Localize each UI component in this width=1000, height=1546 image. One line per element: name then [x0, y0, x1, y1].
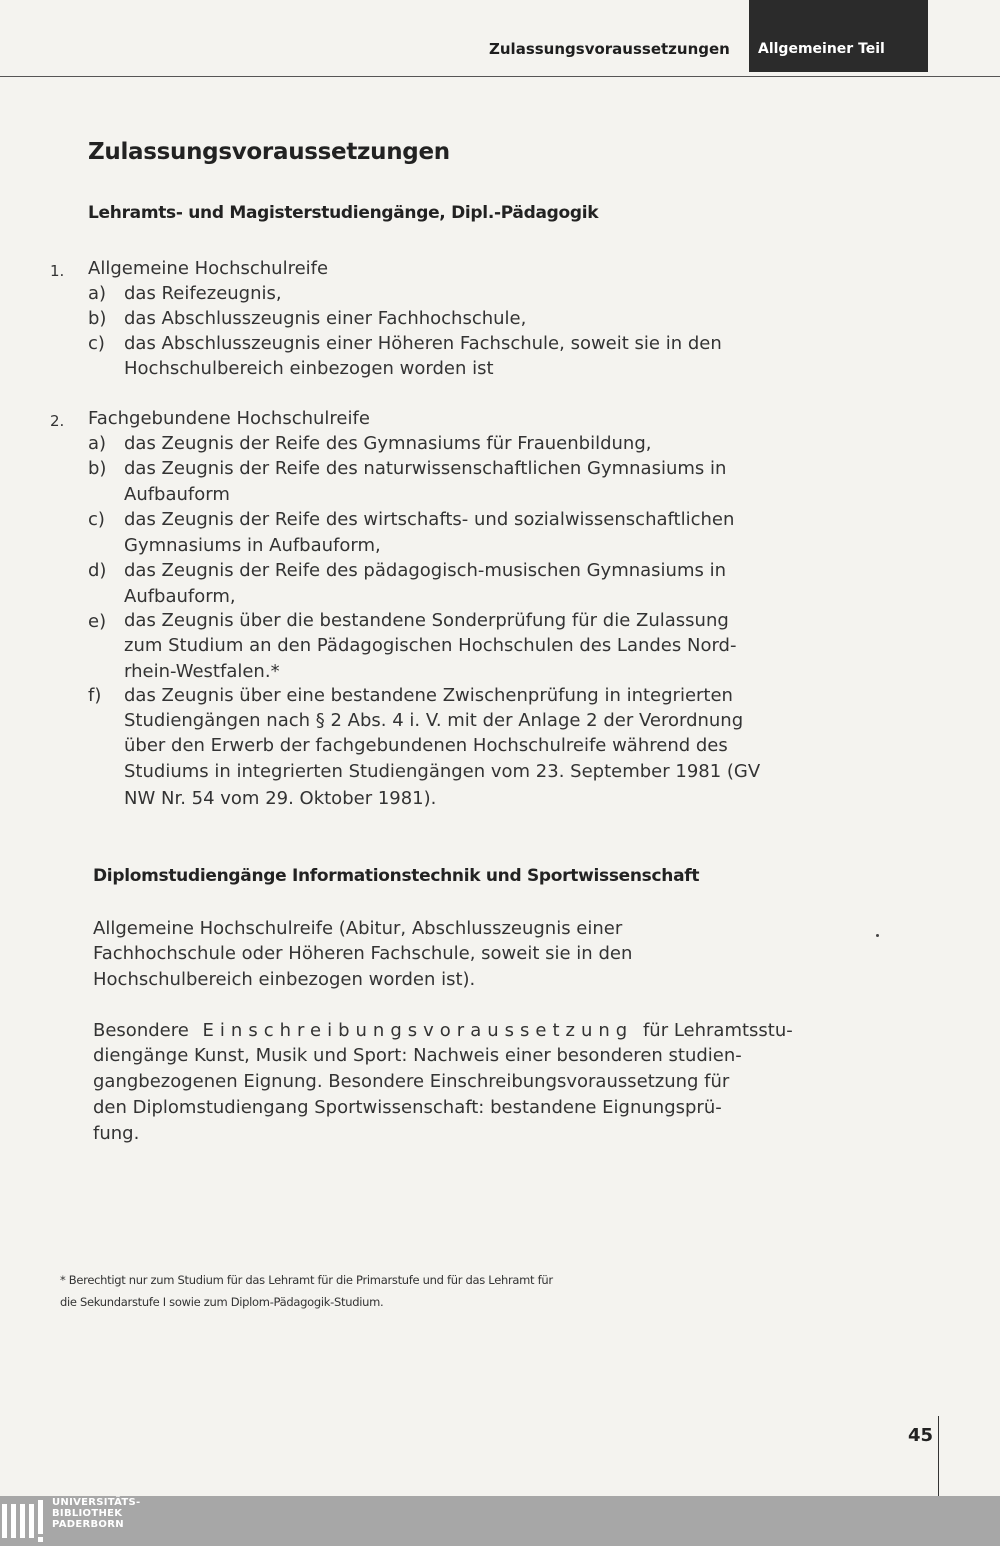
footnote-line: * Berechtigt nur zum Studium für das Lehramt für die Primarstufe und für das Lehramt für: [60, 1273, 553, 1287]
item1-b-letter: b): [88, 308, 107, 329]
section2-paragraph2-line: fung.: [93, 1123, 140, 1144]
item1-title: Allgemeine Hochschulreife: [88, 258, 329, 279]
item2-d-letter: d): [88, 560, 107, 581]
library-name: [52, 1497, 141, 1530]
item2-number: 2.: [50, 412, 65, 430]
page-number-rule: [938, 1416, 939, 1496]
item2-f-letter: f): [88, 685, 102, 706]
item2-f-line: über den Erwerb der fachgebundenen Hochschulreife während des: [124, 735, 728, 756]
item2-d-line: das Zeugnis der Reife des pädagogisch-musischen Gymnasiums in: [124, 560, 726, 581]
item2-f-line: Studiums in integrierten Studiengängen vom 23. September 1981 (GV: [124, 761, 761, 782]
item1-c-line: das Abschlusszeugnis einer Höheren Fachschule, soweit sie in den: [124, 333, 722, 354]
section2-paragraph2-first-line: [93, 1018, 793, 1043]
running-header-section: Zulassungsvoraussetzungen: [489, 40, 730, 58]
item2-e-line: rhein-Westfalen.*: [124, 661, 280, 682]
section2-paragraph2-line: gangbezogenen Eignung. Besondere Einschreibungsvoraussetzung für: [93, 1071, 730, 1092]
section1-heading: Lehramts- und Magisterstudiengänge, Dipl.-Pädagogik: [88, 203, 599, 223]
library-logo-icon: [2, 1500, 46, 1542]
speck: [876, 934, 879, 937]
section2-heading: Diplomstudiengänge Informationstechnik und Sportwissenschaft: [93, 866, 700, 886]
paragraph2-emphasis: Einschreibungsvoraussetzung: [202, 1020, 634, 1041]
library-name-line: UNIVERSITÄTS-: [52, 1497, 141, 1508]
footnote-line: die Sekundarstufe I sowie zum Diplom-Pädagogik-Studium.: [60, 1295, 384, 1309]
item1-a-letter: a): [88, 283, 107, 304]
item1-c-line: Hochschulbereich einbezogen worden ist: [124, 358, 494, 379]
item2-e-line: das Zeugnis über die bestandene Sonderprüfung für die Zulassung: [124, 610, 729, 631]
running-header-tab: [749, 0, 928, 72]
item2-b-line: Aufbauform: [124, 484, 230, 505]
library-name-line: BIBLIOTHEK: [52, 1508, 123, 1519]
item1-c-letter: c): [88, 333, 105, 354]
item2-f-line: NW Nr. 54 vom 29. Oktober 1981).: [124, 788, 437, 809]
section2-paragraph2-line: den Diplomstudiengang Sportwissenschaft: bestandene Eignungsprü-: [93, 1097, 722, 1118]
paragraph2-suffix: für Lehramtsstu-: [642, 1020, 793, 1041]
item2-e-letter: e): [88, 611, 107, 632]
item2-b-line: das Zeugnis der Reife des naturwissenschaftlichen Gymnasiums in: [124, 458, 727, 479]
item2-f-line: das Zeugnis über eine bestandene Zwischenprüfung in integrierten: [124, 685, 733, 706]
item2-a-letter: a): [88, 433, 107, 454]
item2-d-line: Aufbauform,: [124, 586, 236, 607]
item2-e-line: zum Studium an den Pädagogischen Hochschulen des Landes Nord-: [124, 635, 737, 656]
item2-b-letter: b): [88, 458, 107, 479]
item1-number: 1.: [50, 262, 65, 280]
paragraph2-prefix: Besondere: [93, 1020, 189, 1041]
item2-a-line: das Zeugnis der Reife des Gymnasiums für Frauenbildung,: [124, 433, 652, 454]
header-rule: [0, 76, 1000, 77]
page-title: Zulassungsvoraussetzungen: [88, 139, 450, 165]
library-name-line: PADERBORN: [52, 1519, 124, 1530]
item2-f-line: Studiengängen nach § 2 Abs. 4 i. V. mit der Anlage 2 der Verordnung: [124, 710, 744, 731]
section2-paragraph1-line: Hochschulbereich einbezogen worden ist).: [93, 969, 476, 990]
page-number: 45: [908, 1425, 934, 1446]
item1-b-line: das Abschlusszeugnis einer Fachhochschule,: [124, 308, 527, 329]
running-header-tab-label: Allgemeiner Teil: [758, 41, 885, 57]
section2-paragraph1-line: Allgemeine Hochschulreife (Abitur, Abschlusszeugnis einer: [93, 918, 623, 939]
section2-paragraph1-line: Fachhochschule oder Höheren Fachschule, soweit sie in den: [93, 943, 633, 964]
item2-title: Fachgebundene Hochschulreife: [88, 408, 370, 429]
item2-c-line: Gymnasiums in Aufbauform,: [124, 535, 381, 556]
item2-c-line: das Zeugnis der Reife des wirtschafts- und sozialwissenschaftlichen: [124, 509, 735, 530]
item2-c-letter: c): [88, 509, 105, 530]
section2-paragraph2-line: diengänge Kunst, Musik und Sport: Nachweis einer besonderen studien-: [93, 1045, 742, 1066]
library-footer-bar: [0, 1496, 1000, 1546]
item1-a-line: das Reifezeugnis,: [124, 283, 282, 304]
